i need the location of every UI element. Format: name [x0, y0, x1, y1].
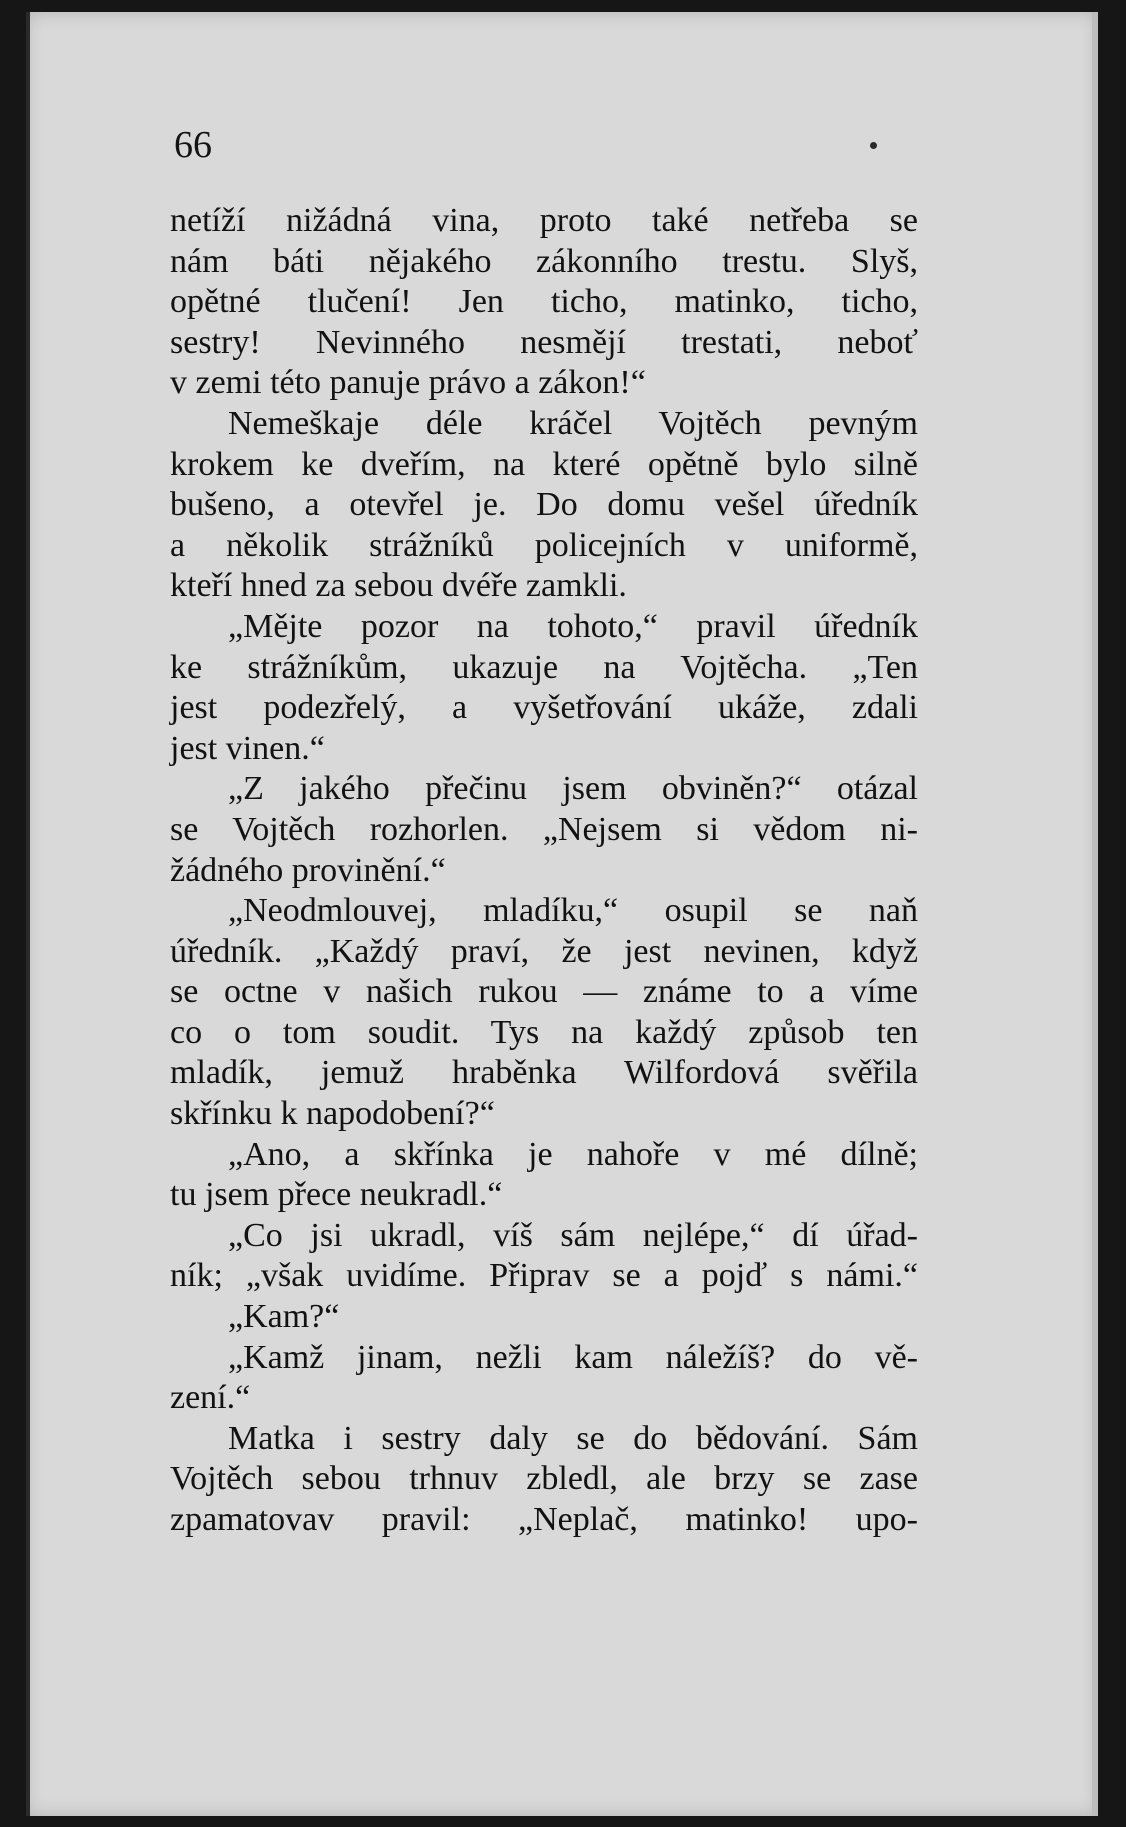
text-line: Vojtěch sebou trhnuv zbledl, ale brzy se zase	[170, 1460, 918, 1498]
text-line: sestry! Nevinného nesmějí trestati, neboť	[170, 323, 918, 361]
text-line: Nemeškaje déle kráčel Vojtěch pevným	[228, 404, 918, 442]
text-line: a několik strážníků policejních v uniformě,	[170, 526, 918, 564]
page-number: 66	[174, 124, 212, 166]
text-line: skřínku k napodobení?“	[170, 1095, 495, 1133]
text-line: „Neodmlouvej, mladíku,“ osupil se naň	[228, 892, 918, 930]
text-line: mladík, jemuž hraběnka Wilfordová svěřila	[170, 1054, 918, 1092]
text-line: se Vojtěch rozhorlen. „Nejsem si vědom ni-	[170, 810, 918, 848]
text-line: jest vinen.“	[170, 729, 325, 767]
text-line: ník; „však uvidíme. Připrav se a pojď s námi.“	[170, 1257, 918, 1295]
text-line: tu jsem přece neukradl.“	[170, 1176, 503, 1214]
text-line: nám báti nějakého zákonního trestu. Slyš,	[170, 242, 918, 280]
text-line: opětné tlučení! Jen ticho, matinko, ticho,	[170, 283, 918, 321]
text-line: v zemi této panuje právo a zákon!“	[170, 364, 646, 402]
text-line: „Kam?“	[228, 1298, 340, 1336]
text-line: „Z jakého přečinu jsem obviněn?“ otázal	[228, 770, 918, 808]
text-line: bušeno, a otevřel je. Do domu vešel úředník	[170, 486, 918, 524]
text-line: „Mějte pozor na tohoto,“ pravil úředník	[228, 607, 918, 645]
text-line: kteří hned za sebou dvéře zamkli.	[170, 567, 627, 605]
text-line: co o tom soudit. Tys na každý způsob ten	[170, 1013, 918, 1051]
page-edge-left	[26, 12, 30, 1816]
text-line: žádného provinění.“	[170, 851, 446, 889]
text-line: krokem ke dveřím, na které opětně bylo silně	[170, 445, 918, 483]
text-line: Matka i sestry daly se do bědování. Sám	[228, 1419, 918, 1457]
text-line: ke strážníkům, ukazuje na Vojtěcha. „Ten	[170, 648, 918, 686]
text-line: jest podezřelý, a vyšetřování ukáže, zdali	[170, 689, 918, 727]
text-line: „Co jsi ukradl, víš sám nejlépe,“ dí úřad-	[228, 1216, 918, 1254]
text-line: zení.“	[170, 1379, 251, 1417]
text-line: úředník. „Každý praví, že jest nevinen, když	[170, 932, 918, 970]
text-line: zpamatovav pravil: „Neplač, matinko! upo-	[170, 1501, 918, 1538]
text-line: se octne v našich rukou — známe to a víme	[170, 973, 918, 1011]
body-text	[170, 201, 918, 1541]
text-line: „Ano, a skřínka je nahoře v mé dílně;	[228, 1135, 918, 1173]
text-line: „Kamž jinam, nežli kam náležíš? do vě-	[228, 1338, 918, 1376]
text-line: netíží nižádná vina, proto také netřeba se	[170, 202, 918, 239]
page-edge-right	[1092, 12, 1098, 1816]
ink-speck	[870, 142, 877, 149]
